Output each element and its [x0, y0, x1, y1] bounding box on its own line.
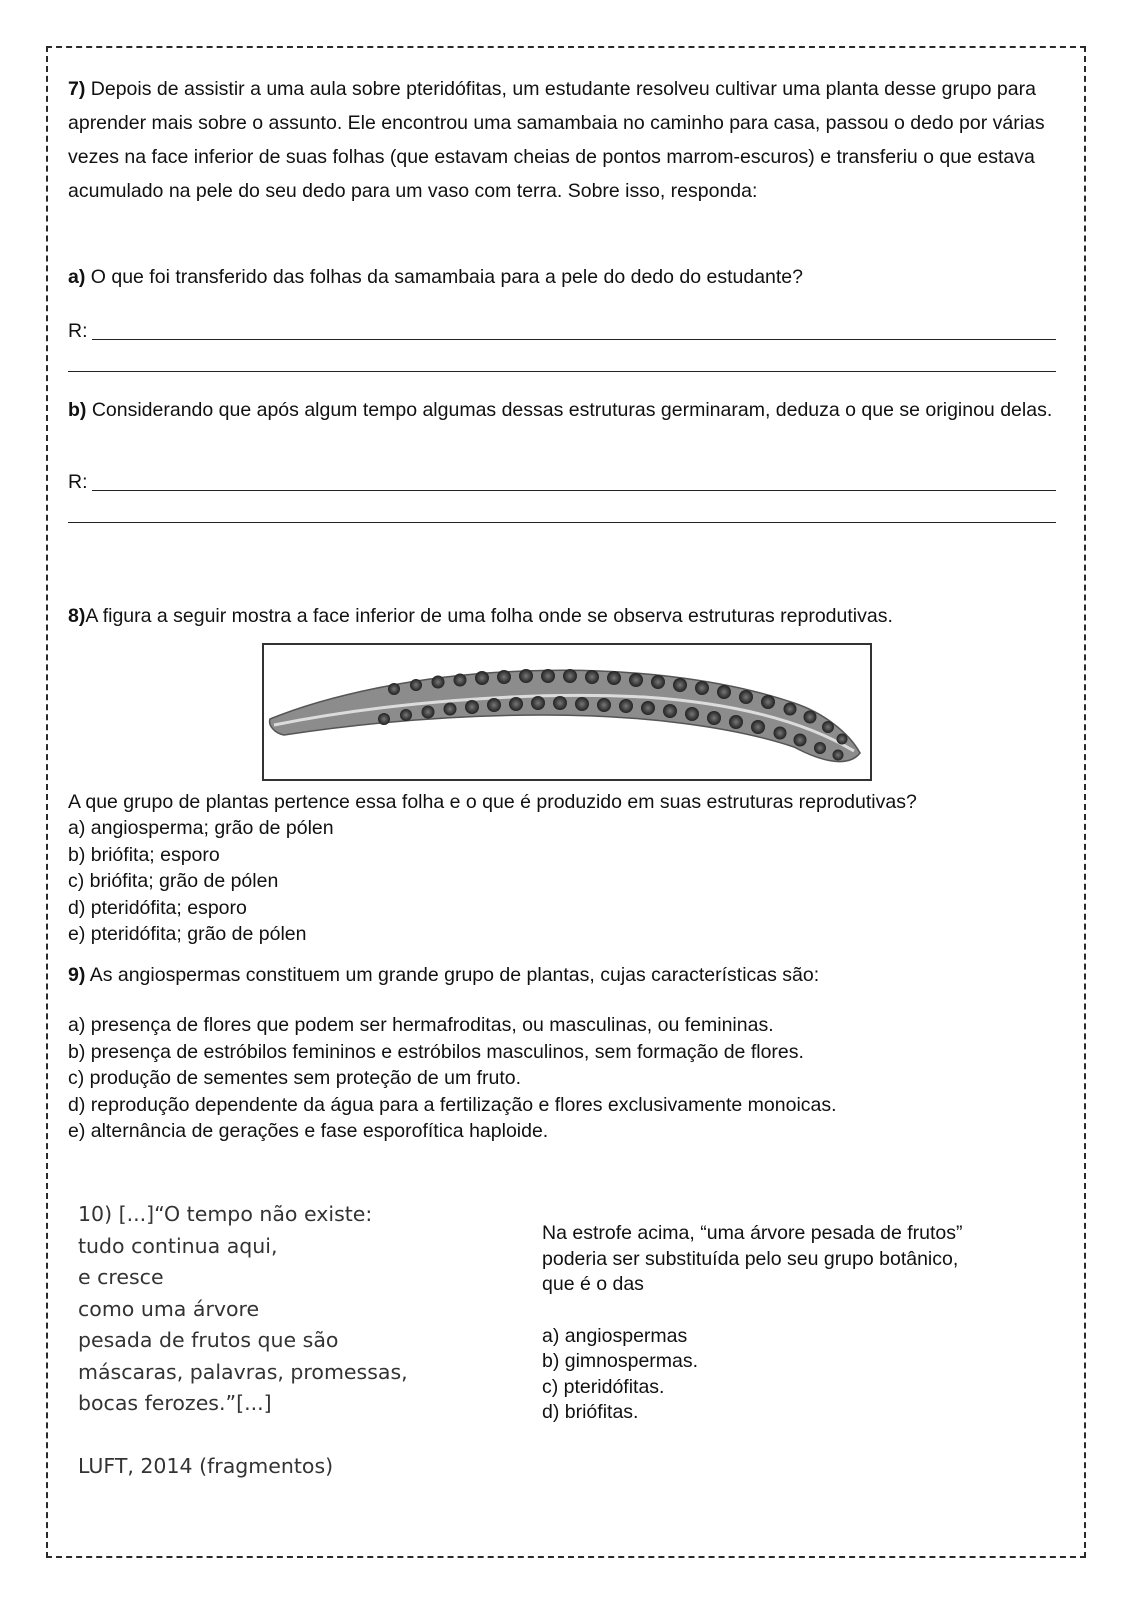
q8-text: A figura a seguir mostra a face inferior de uma folha onde se observa estruturas reprodutivas. [85, 605, 893, 627]
q7b-answer-line-2[interactable] [68, 522, 1056, 523]
q7a-question [68, 260, 1058, 294]
q8-question-text: A que grupo de plantas pertence essa folha e o que é produzido em suas estruturas reprodutivas? [68, 791, 917, 813]
poem-line: tudo continua aqui, [78, 1233, 278, 1258]
q8-option-a[interactable]: a) angiosperma; grão de pólen [68, 817, 334, 839]
poem-line: pesada de frutos que são [78, 1328, 339, 1352]
q7b-label: b) [68, 399, 87, 421]
q7-number: 7) [68, 78, 86, 100]
q10-question [542, 1221, 1062, 1426]
q10-option-c[interactable]: c) pteridófitas. [542, 1375, 665, 1398]
poem-line: e cresce [78, 1265, 164, 1289]
answer-prefix: R: [68, 320, 88, 342]
q9-option-d[interactable]: d) reprodução dependente da água para a fertilização e flores exclusivamente monoicas. [68, 1093, 837, 1116]
q7b-question [68, 393, 1058, 427]
poem-line: como uma árvore [78, 1296, 260, 1321]
q7a-answer-label [68, 316, 1058, 346]
q7a-text: O que foi transferido das folhas da samambaia para a pele do dedo do estudante? [90, 266, 804, 288]
answer-prefix: R: [68, 471, 88, 493]
poem-line: bocas ferozes.”[...] [78, 1391, 272, 1415]
q7b-answer-line-1[interactable] [92, 490, 1056, 491]
q9-number: 9) [68, 964, 86, 986]
q9-option-e[interactable]: e) alternância de gerações e fase esporofítica haploide. [68, 1120, 549, 1142]
q7-text: Depois de assistir a uma aula sobre pteridófitas, um estudante resolveu cultivar uma planta desse grupo para aprender mais sobre o assunto. Ele encontrou uma samambaia no caminho para casa, passou o dedo por várias vezes na face inferior de suas folhas (que estavam cheias de pontos marrom-escuros) e transferiu o que estava acumulado na pele do seu dedo para um vaso com terra. Sobre isso, responda: [68, 78, 1045, 202]
poem-line: 10) [...]“O tempo não existe: [78, 1202, 373, 1226]
poem-source: LUFT, 2014 (fragmentos) [78, 1453, 334, 1478]
q10-question-line: que é o das [542, 1273, 644, 1295]
q7b-text: Considerando que após algum tempo algumas dessas estruturas germinaram, deduza o que se originou delas. [91, 399, 1053, 421]
q8-option-e[interactable]: e) pteridófita; grão de pólen [68, 923, 307, 945]
q7a-label: a) [68, 266, 86, 288]
q8-option-b[interactable]: b) briófita; esporo [68, 843, 220, 866]
q9-options [68, 1012, 1058, 1145]
q9-statement [68, 958, 1058, 992]
q10-option-d[interactable]: d) briófitas. [542, 1401, 639, 1423]
q10-question-line: Na estrofe acima, “uma árvore pesada de frutos” [542, 1222, 963, 1244]
q7a-answer-line-1[interactable] [92, 339, 1056, 340]
q9-option-a[interactable]: a) presença de flores que podem ser hermafroditas, ou masculinas, ou femininas. [68, 1014, 774, 1036]
q9-option-c[interactable]: c) produção de sementes sem proteção de um fruto. [68, 1067, 522, 1089]
q8-statement [68, 599, 1058, 633]
q8-number: 8) [68, 605, 86, 627]
q8-options [68, 815, 1058, 948]
q10-poem [78, 1199, 498, 1482]
poem-line: máscaras, palavras, promessas, [78, 1359, 408, 1384]
q8-option-d[interactable]: d) pteridófita; esporo [68, 896, 247, 919]
q10-option-a[interactable]: a) angiospermas [542, 1324, 688, 1347]
q10-question-line: poderia ser substituída pelo seu grupo botânico, [542, 1247, 959, 1270]
q7b-answer-label [68, 467, 1058, 497]
q8-question [68, 789, 1078, 815]
q7a-answer-line-2[interactable] [68, 371, 1056, 372]
q9-text: As angiospermas constituem um grande grupo de plantas, cujas características são: [89, 964, 820, 986]
fern-leaf-figure [262, 643, 872, 781]
fern-leaf-image [264, 645, 870, 779]
q7-statement [68, 72, 1058, 208]
q8-option-c[interactable]: c) briófita; grão de pólen [68, 870, 279, 892]
q10-option-b[interactable]: b) gimnospermas. [542, 1350, 699, 1372]
q9-option-b[interactable]: b) presença de estróbilos femininos e estróbilos masculinos, sem formação de flores. [68, 1040, 804, 1063]
